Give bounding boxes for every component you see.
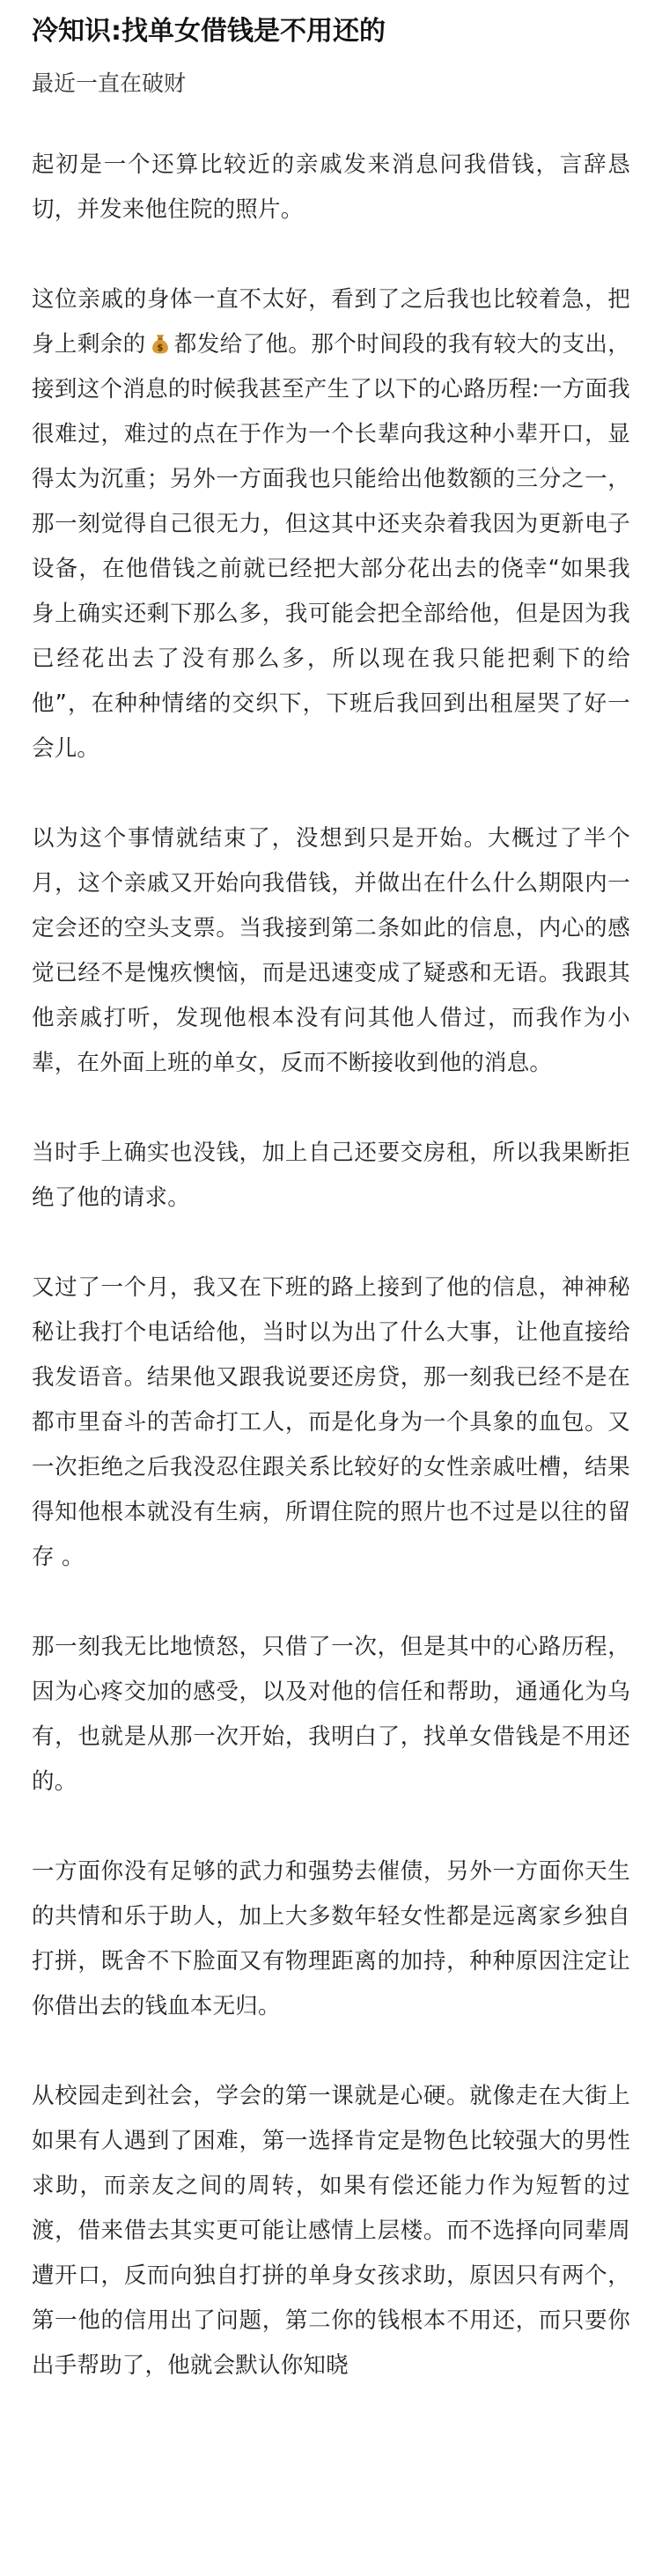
- money-bag-icon: [149, 332, 172, 355]
- paragraph-1: 起初是一个还算比较近的亲戚发来消息问我借钱，言辞恳切，并发来他住院的照片。: [32, 151, 630, 223]
- article-subtitle: 最近一直在破财: [32, 70, 187, 96]
- paragraph-3: 以为这个事情就结束了，没想到只是开始。大概过了半个月，这个亲戚又开始向我借钱，并做出在什么什么期限内一定会还的空头支票。当我接到第二条如此的信息，内心的感觉已经不是愧疚懊恼，而是迅速变成了疑惑和无语。我跟其他亲戚打听，发现他根本没有问其他人借过，而我作为小辈，在外面上班的单女，反而不断接收到他的消息。: [32, 825, 630, 1076]
- paragraph-7: 一方面你没有足够的武力和强势去催债，另外一方面你天生的共情和乐于助人，加上大多数年轻女性都是远离家乡独自打拼，既舍不下脸面又有物理距离的加持，种种原因注定让你借出去的钱血本无归。: [32, 1858, 630, 2019]
- paragraph-2-text-before: 这位亲戚的身体一直不太好，看到了之后我也比较着急，把身上剩余的: [32, 286, 630, 358]
- paragraph-6: 那一刻我无比地愤怒，只借了一次，但是其中的心路历程，因为心疼交加的感受，以及对他的信任和帮助，通通化为乌有，也就是从那一次开始，我明白了，找单女借钱是不用还的。: [32, 1634, 630, 1795]
- paragraph-4: 当时手上确实也没钱，加上自己还要交房租，所以我果断拒绝了他的请求。: [32, 1140, 630, 1211]
- article-body: [32, 143, 630, 2388]
- paragraph-5: 又过了一个月，我又在下班的路上接到了他的信息，神神秘秘让我打个电话给他，当时以为出了什么大事，让他直接给我发语音。结果他又跟我说要还房贷，那一刻我已经不是在都市里奋斗的苦命打工人，而是化身为一个具象的血包。又一次拒绝之后我没忍住跟关系比较好的女性亲戚吐槽，结果得知他根本就没有生病，所谓住院的照片也不过是以往的留存 。: [32, 1274, 630, 1570]
- svg-text:$: $: [156, 343, 164, 354]
- paragraph-8: 从校园走到社会，学会的第一课就是心硬。就像走在大街上如果有人遇到了困难，第一选择肯定是物色比较强大的男性求助，而亲友之间的周转，如果有偿还能力作为短暂的过渡，借来借去其实更可能让感情上层楼。而不选择向同辈周遭开口，反而向独自打拼的单身女孩求助，原因只有两个，第一他的信用出了问题，第二你的钱根本不用还，而只要你出手帮助了，他就会默认你知晓: [32, 2083, 630, 2379]
- article-title: 冷知识:找单女借钱是不用还的: [32, 16, 386, 47]
- paragraph-2-text-after: 都发给了他。那个时间段的我有较大的支出，接到这个消息的时候我甚至产生了以下的心路历程:一方面我很难过，难过的点在于作为一个长辈向我这种小辈开口，显得太为沉重；另外一方面我也只能给出他数额的三分之一，那一刻觉得自己很无力，但这其中还夹杂着我因为更新电子设备，在他借钱之前就已经把大部分花出去的侥幸“如果我身上确实还剩下那么多，我可能会把全部给他，但是因为我已经花出去了没有那么多，所以现在我只能把剩下的给他”，在种种情绪的交织下，下班后我回到出租屋哭了好一会儿。: [32, 331, 630, 762]
- paragraph-2: [32, 277, 630, 771]
